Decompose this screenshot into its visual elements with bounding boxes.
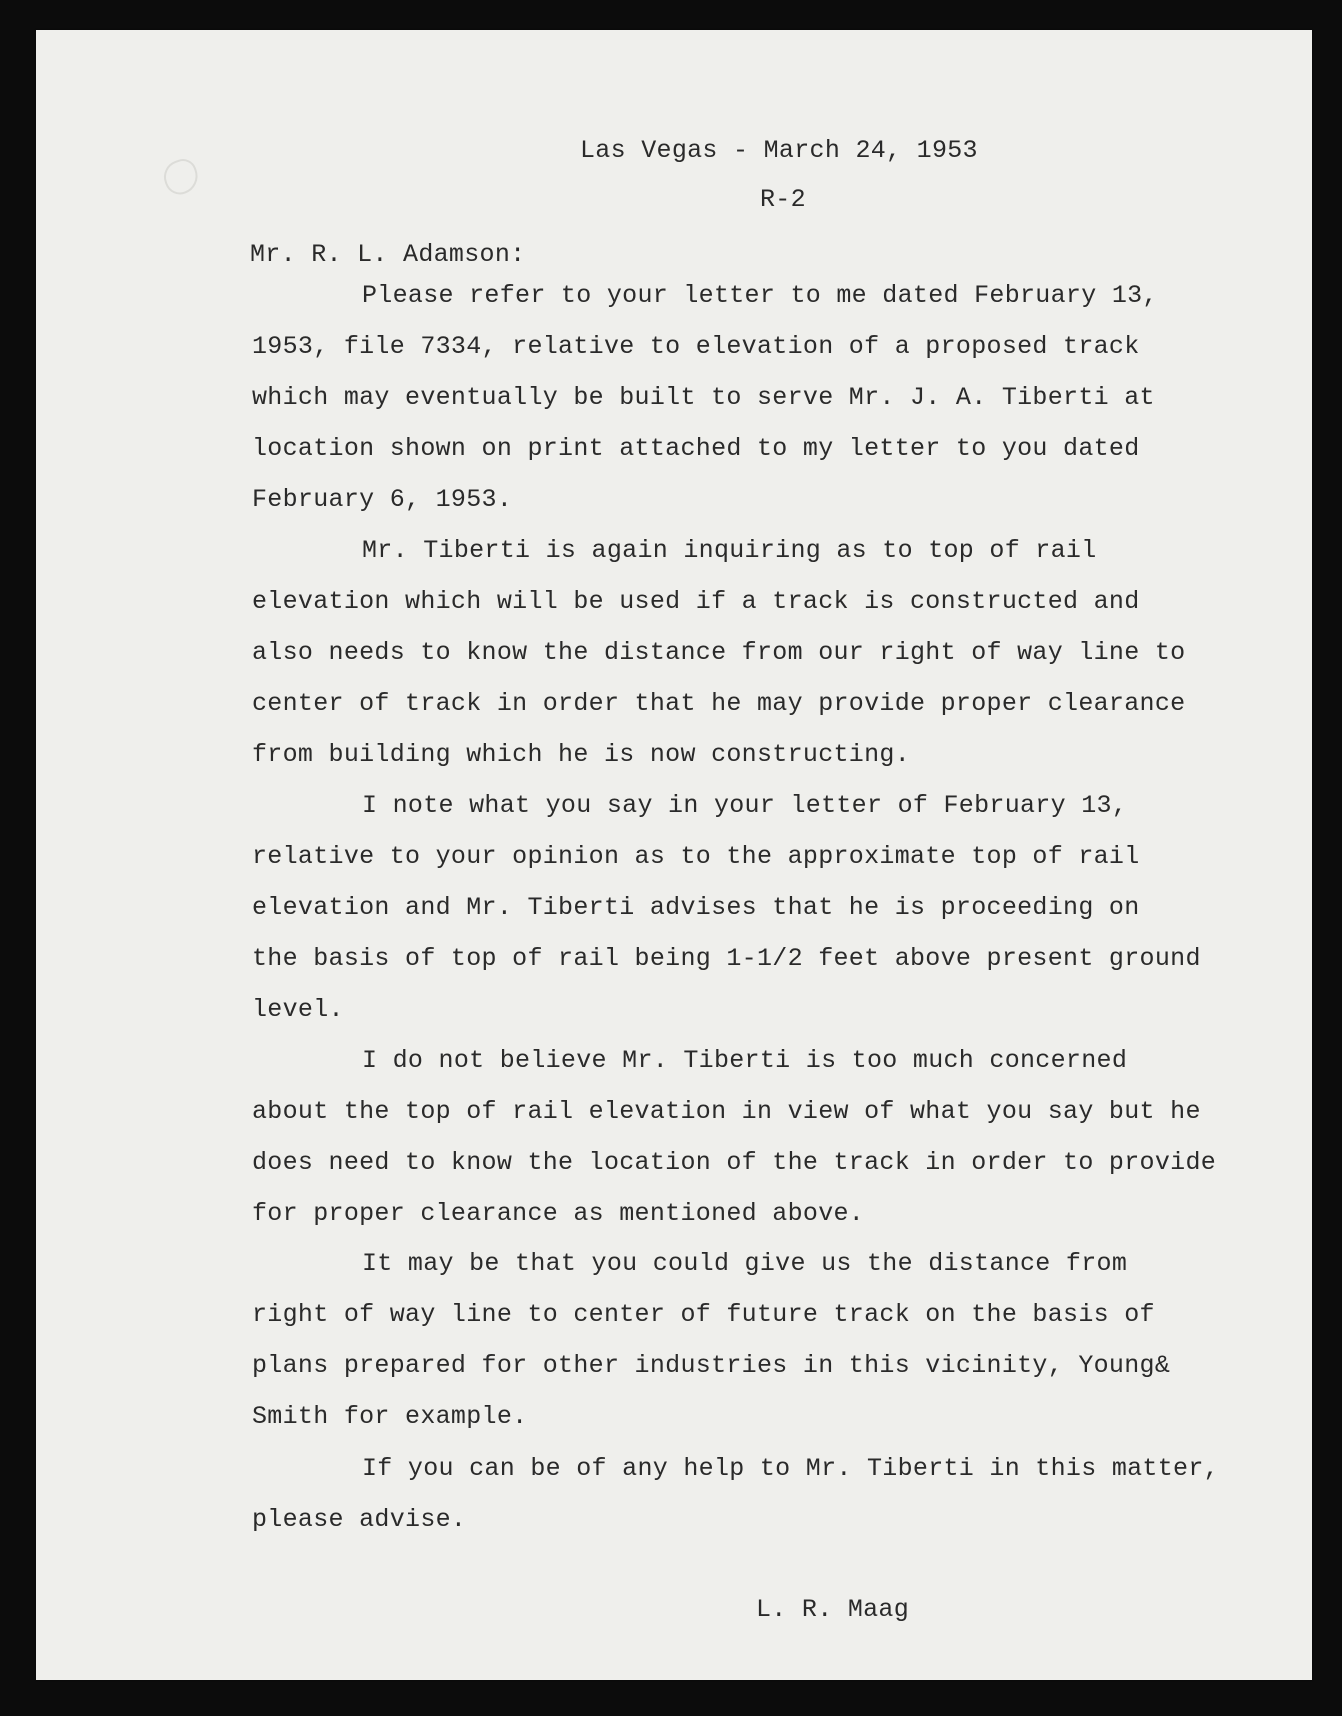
paragraph-line: Mr. Tiberti is again inquiring as to top of rail: [362, 536, 1097, 565]
signature: L. R. Maag: [756, 1595, 910, 1624]
paragraph-line: the basis of top of rail being 1-1/2 feet above present ground: [252, 944, 1201, 973]
paragraph-line: relative to your opinion as to the approximate top of rail: [252, 842, 1140, 871]
paragraph-line: 1953, file 7334, relative to elevation of a proposed track: [252, 332, 1140, 361]
dateline: Las Vegas - March 24, 1953: [580, 136, 978, 165]
paragraph-5: [252, 1238, 1232, 1442]
paragraph-4: [252, 1035, 1232, 1239]
paragraph-1: [252, 270, 1232, 525]
paragraph-line: also needs to know the distance from our right of way line to: [252, 638, 1186, 667]
paragraph-line: I note what you say in your letter of February 13,: [362, 791, 1128, 820]
paragraph-line: It may be that you could give us the distance from: [362, 1249, 1128, 1278]
paragraph-line: February 6, 1953.: [252, 485, 513, 514]
paragraph-line: location shown on print attached to my letter to you dated: [252, 434, 1140, 463]
paragraph-line: elevation and Mr. Tiberti advises that he is proceeding on: [252, 893, 1140, 922]
paragraph-line: elevation which will be used if a track is constructed and: [252, 587, 1140, 616]
paragraph-line: does need to know the location of the track in order to provide: [252, 1148, 1217, 1177]
paragraph-line: plans prepared for other industries in this vicinity, Young&: [252, 1351, 1171, 1380]
paragraph-line: about the top of rail elevation in view of what you say but he: [252, 1097, 1201, 1126]
paragraph-line: If you can be of any help to Mr. Tiberti in this matter,: [362, 1454, 1219, 1483]
paragraph-6: [252, 1443, 1232, 1545]
paragraph-line: please advise.: [252, 1505, 467, 1534]
paragraph-line: from building which he is now constructing.: [252, 740, 911, 769]
paragraph-line: Please refer to your letter to me dated February 13,: [362, 281, 1158, 310]
paragraph-line: level.: [252, 995, 344, 1024]
paragraph-line: I do not believe Mr. Tiberti is too much concerned: [362, 1046, 1128, 1075]
paragraph-line: which may eventually be built to serve Mr. J. A. Tiberti at: [252, 383, 1155, 412]
embossed-mark-icon: [159, 155, 203, 199]
paragraph-3: [252, 780, 1232, 1035]
paragraph-line: Smith for example.: [252, 1402, 528, 1431]
paragraph-2: [252, 525, 1232, 780]
salutation: Mr. R. L. Adamson:: [250, 240, 526, 269]
paragraph-line: center of track in order that he may provide proper clearance: [252, 689, 1186, 718]
paragraph-line: right of way line to center of future track on the basis of: [252, 1300, 1155, 1329]
paragraph-line: for proper clearance as mentioned above.: [252, 1199, 865, 1228]
reference-number: R-2: [760, 185, 806, 214]
